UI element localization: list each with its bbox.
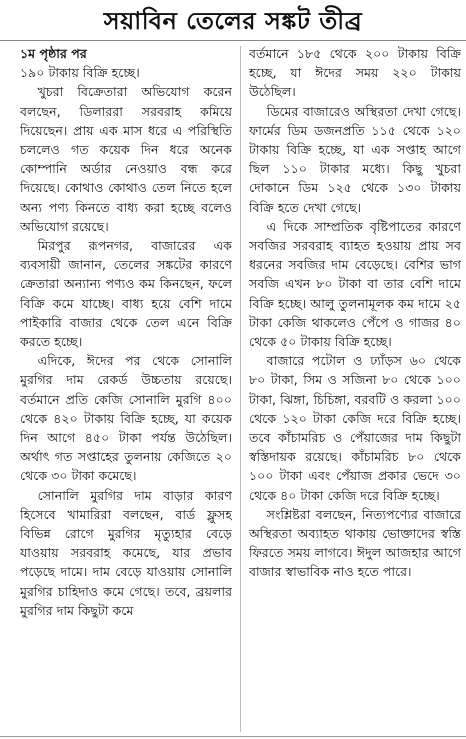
continued-label: ১ম পৃষ্ঠার পর <box>20 46 87 61</box>
paragraph: এদিকে, ঈদের পর থেকে সোনালি মুরগির দাম রেকর্ড উচ্চতায় রয়েছে। বর্তমানে প্রতি কেজি সোনালি মুরগি ৪০০ থেকে ৪২০ টাকায় বিক্রি হচ্ছে, যা কয়েক দিন আগে ৪৫০ টাকা পর্যন্ত উঠেছিল। অর্থাৎ গত সপ্তাহের তুলনায় কেজিতে ২০ থেকে ৩০ টাকা কমেছে। <box>20 353 232 484</box>
paragraph: খুচরা বিক্রেতারা অভিযোগ করেন বলছেন, ডিলাররা সরবরাহ কমিয়ে দিয়েছেন। প্রায় এক মাস ধরে এ পরিস্থিতি চললেও গত কয়েক দিন ধরে অনেক কোম্পানি অর্ডার নেওয়াও বন্ধ করে দিয়েছে। কোথাও কোথাও তেল নিতে হলে অন্য পণ্য কিনতে বাধ্য করা হচ্ছে বলেও অভিযোগ রয়েছে। <box>20 84 232 234</box>
headline-rule <box>0 40 466 41</box>
paragraph: বর্তমানে ১৮৫ থেকে ২০০ টাকায় বিক্রি হচ্ছে, যা ঈদের সময় ২২০ টাকায় উঠেছিল। <box>249 46 461 100</box>
paragraph: সোনালি মুরগির দাম বাড়ার কারণ হিসেবে খামারিরা বলছেন, বার্ড ফ্লুসহ বিভিন্ন রোগে মুরগির মৃত্যুহার বেড়ে যাওয়ায় সরবরাহ কমেছে, যার প্রভাব পড়েছে দামে। দাম বেড়ে যাওয়ায় সোনালি মুরগির চাহিদাও কমে গেছে। তবে, ব্রয়লার মুরগির দাম কিছুটা কমে <box>20 487 232 618</box>
left-column <box>20 44 232 734</box>
bottom-rule <box>0 736 466 737</box>
right-column <box>249 44 461 734</box>
paragraph: মিরপুর রূপনগর, বাজারের এক ব্যবসায়ী জানান, তেলের সঙ্কটের কারণে ক্রেতারা অন্যান্য পণ্যও কম কিনছেন, ফলে বিক্রি কমে যাচ্ছে। বাধ্য হয়ে বেশি দামে পাইকারি বাজার থেকে তেল এনে বিক্রি করতে হচ্ছে। <box>20 238 232 350</box>
paragraph: সংশ্লিষ্টরা বলছেন, নিত্যপণ্যের বাজারে অস্থিরতা অব্যাহত থাকায় ভোক্তাদের স্বস্তি ফিরতে সময় লাগবে। ঈদুল আজহার আগে বাজার স্বাভাবিক নাও হতে পারে। <box>249 506 461 580</box>
paragraph: এ দিকে সাম্প্রতিক বৃষ্টিপাতের কারণে সবজির সরবরাহ ব্যাহত হওয়ায় প্রায় সব ধরনের সবজির দাম বেড়েছে। বেশির ভাগ সবজি এখন ৮০ টাকা বা তার বেশি দামে বিক্রি হচ্ছে। আলু তুলনামূলক কম দামে ২৫ টাকা কেজি থাকলেও পেঁপে ও গাজর ৪০ থেকে ৫০ টাকায় বিক্রি হচ্ছে। <box>249 218 461 350</box>
paragraph: বাজারে পটোল ও ঢ্যাঁড়স ৬০ থেকে ৮০ টাকা, সিম ও সজিনা ৮০ থেকে ১০০ টাকা, ঝিঙ্গা, চিচিঙ্গা, বরবটি ও করলা ১০০ থেকে ১২০ টাকা কেজি দরে বিক্রি হচ্ছে। তবে কাঁচামরিচ ও পেঁয়াজের দাম কিছুটা স্বস্তিদায়ক রয়েছে। কাঁচামরিচ ৮০ থেকে ১০০ টাকা এবং পেঁয়াজ প্রকার ভেদে ৩০ থেকে ৪০ টাকা কেজি দরে বিক্রি হচ্ছে। <box>249 353 461 503</box>
paragraph: ডিমের বাজারেও অস্থিরতা দেখা গেছে। ফার্মের ডিম ডজনপ্রতি ১১৫ থেকে ১২০ টাকায় বিক্রি হচ্ছে, যা এক সপ্তাহ আগে ছিল ১১০ টাকার মধ্যে। কিছু খুচরা দোকানে ডিম ১২৫ থেকে ১৩০ টাকায় বিক্রি হতে দেখা গেছে। <box>249 103 461 215</box>
headline: সয়াবিন তেলের সঙ্কট তীব্র <box>103 7 363 35</box>
column-divider <box>240 46 241 732</box>
paragraph: ১৯০ টাকায় বিক্রি হচ্ছে। <box>20 65 140 81</box>
